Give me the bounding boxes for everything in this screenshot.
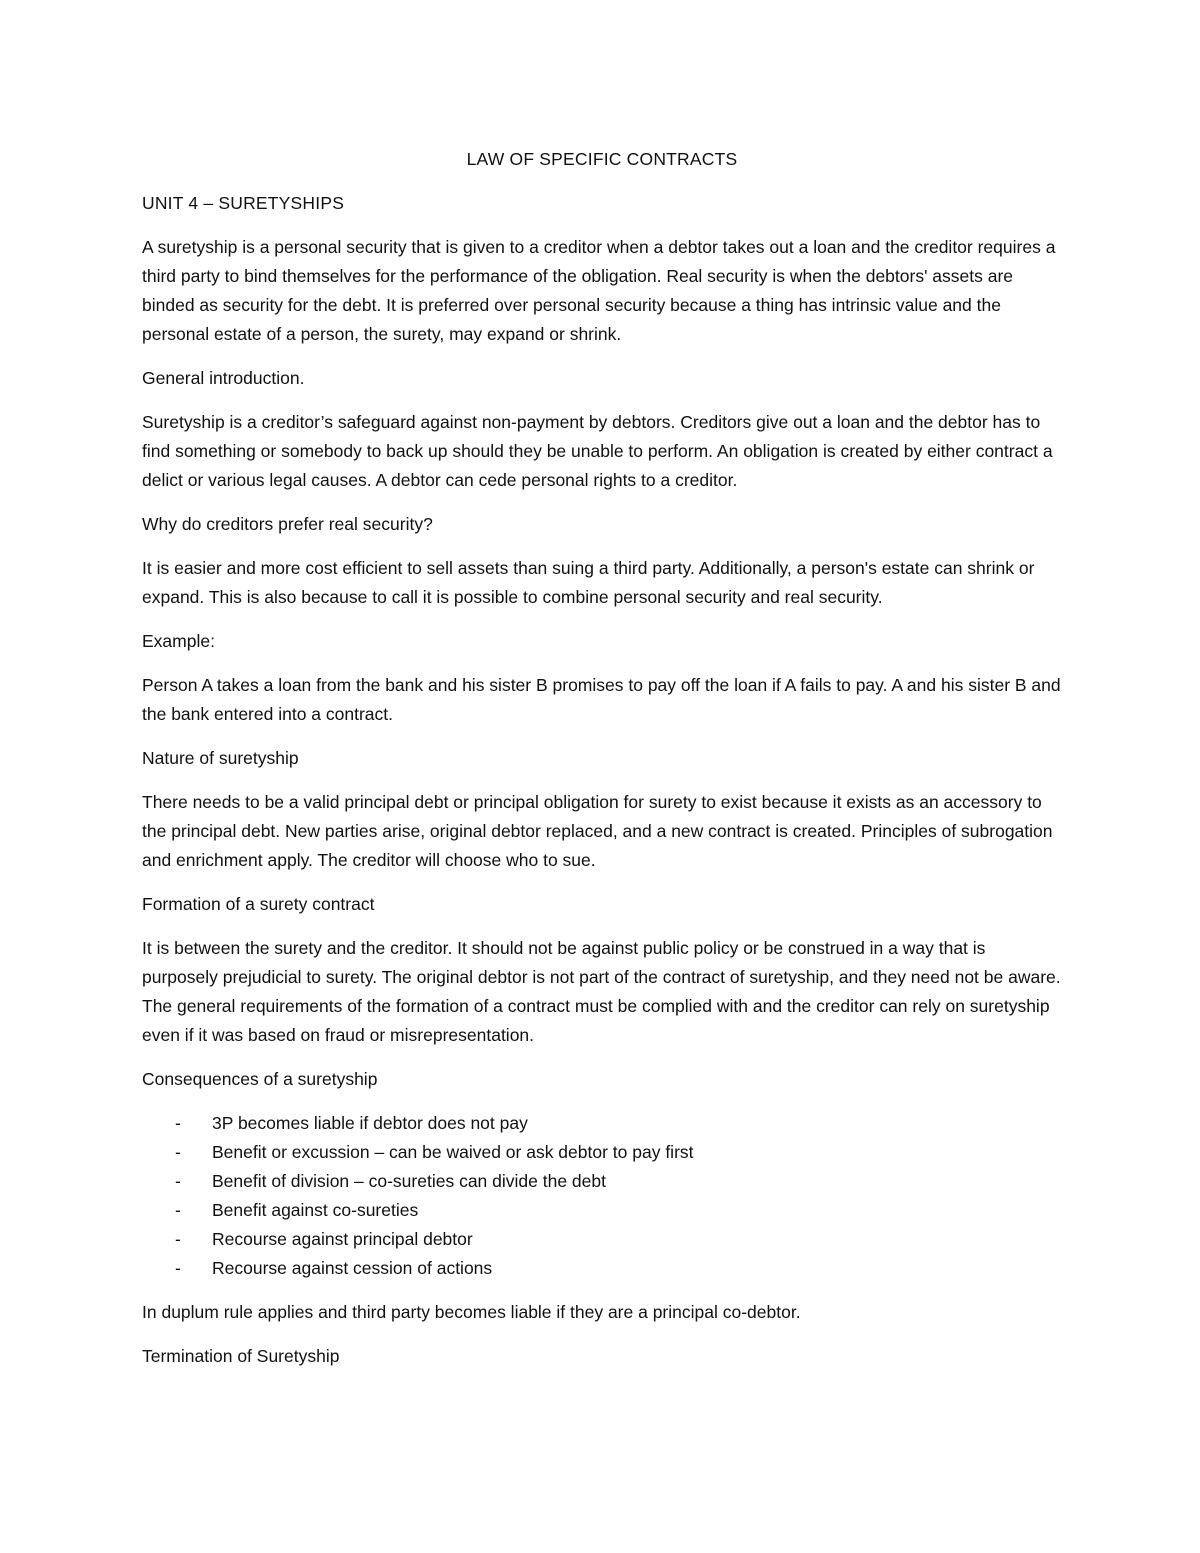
list-item (142, 1167, 1062, 1196)
section-body-example: Person A takes a loan from the bank and his sister B promises to pay off the loan if A fails to pay. A and his sister B and the bank entered into a contract. (142, 675, 1061, 724)
section-heading-real-security: Why do creditors prefer real security? (142, 514, 433, 534)
bullet-dash: - (175, 1142, 181, 1162)
list-item (142, 1225, 1062, 1254)
list-item (142, 1254, 1062, 1283)
section-heading-example: Example: (142, 631, 215, 651)
list-item-text: Recourse against cession of actions (212, 1258, 493, 1278)
document-title: LAW OF SPECIFIC CONTRACTS (466, 149, 738, 169)
consequences-list (142, 1109, 1062, 1283)
list-item-text: Benefit or excussion – can be waived or ask debtor to pay first (212, 1142, 694, 1162)
section-body-real-security: It is easier and more cost efficient to sell assets than suing a third party. Additionally, a person's estate can shrink or expand. This is also because to call it is possible to combine personal security and real security. (142, 558, 1035, 607)
bullet-dash: - (175, 1229, 181, 1249)
bullet-dash: - (175, 1200, 181, 1220)
section-body-nature: There needs to be a valid principal debt or principal obligation for surety to exist because it exists as an accessory to the principal debt. New parties arise, original debtor replaced, and a new contract is created. Principles of subrogation and enrichment apply. The creditor will choose who to sue. (142, 792, 1053, 870)
unit-heading: UNIT 4 – SURETYSHIPS (142, 193, 345, 213)
bullet-dash: - (175, 1171, 181, 1191)
bullet-dash: - (175, 1113, 181, 1133)
list-item (142, 1109, 1062, 1138)
in-duplum-paragraph: In duplum rule applies and third party becomes liable if they are a principal co-debtor. (142, 1302, 801, 1322)
section-heading-general-introduction: General introduction. (142, 368, 305, 388)
section-body-formation: It is between the surety and the creditor. It should not be against public policy or be construed in a way that is purposely prejudicial to surety. The original debtor is not part of the contract of suretyship, and they need not be aware. The general requirements of the formation of a contract must be complied with and the creditor can rely on suretyship even if it was based on fraud or misrepresentation. (142, 938, 1061, 1045)
list-item-text: Benefit against co-sureties (212, 1200, 419, 1220)
section-heading-termination: Termination of Suretyship (142, 1346, 340, 1366)
list-item-text: 3P becomes liable if debtor does not pay (212, 1113, 528, 1133)
section-heading-nature: Nature of suretyship (142, 748, 299, 768)
list-item-text: Benefit of division – co-sureties can divide the debt (212, 1171, 606, 1191)
list-item (142, 1138, 1062, 1167)
list-item-text: Recourse against principal debtor (212, 1229, 473, 1249)
list-item (142, 1196, 1062, 1225)
section-body-general-introduction: Suretyship is a creditor’s safeguard against non-payment by debtors. Creditors give out a loan and the debtor has to find something or somebody to back up should they be unable to perform. An obligation is created by either contract a delict or various legal causes. A debtor can cede personal rights to a creditor. (142, 412, 1053, 490)
intro-paragraph: A suretyship is a personal security that is given to a creditor when a debtor takes out a loan and the creditor requires a third party to bind themselves for the performance of the obligation. Real security is when the debtors' assets are binded as security for the debt. It is preferred over personal security because a thing has intrinsic value and the personal estate of a person, the surety, may expand or shrink. (142, 237, 1056, 344)
bullet-dash: - (175, 1258, 181, 1278)
section-heading-formation: Formation of a surety contract (142, 894, 375, 914)
section-heading-consequences: Consequences of a suretyship (142, 1069, 378, 1089)
document-body (142, 145, 1062, 1386)
